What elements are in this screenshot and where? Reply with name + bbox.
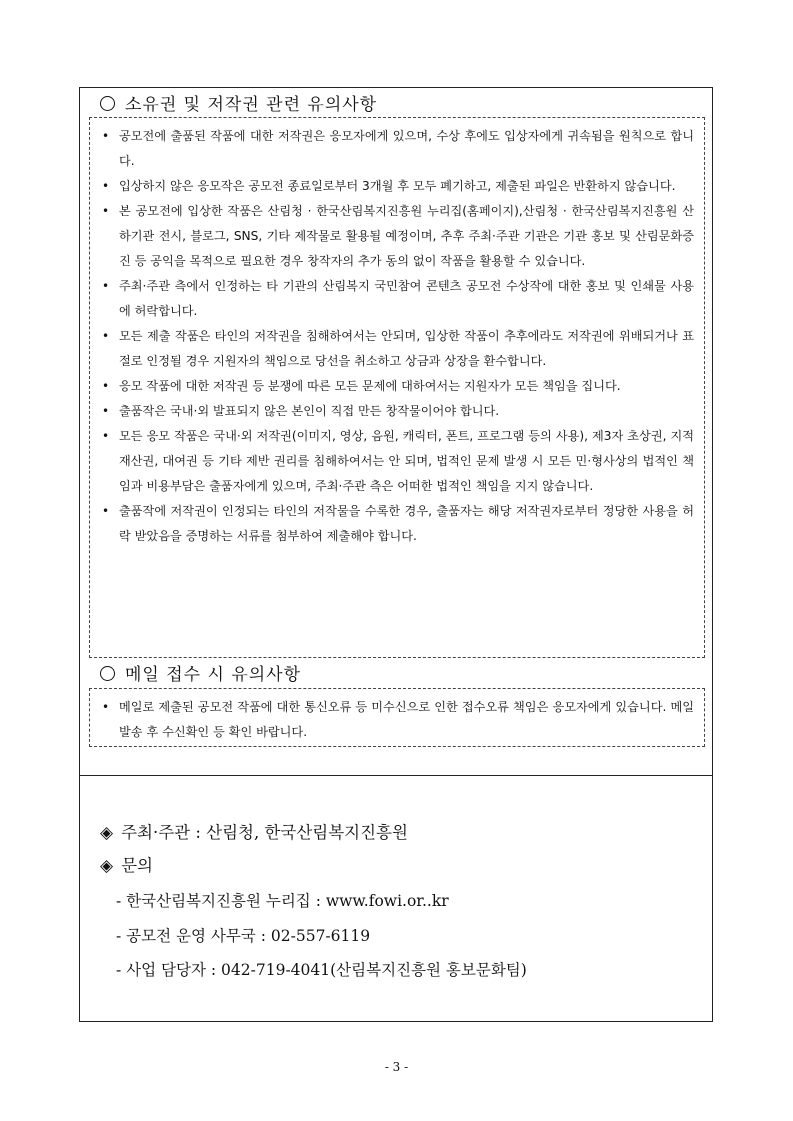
mail-notice-list bbox=[98, 695, 694, 745]
copyright-notice-box bbox=[89, 117, 705, 658]
list-item: • 본 공모전에 입상한 작품은 산림청 · 한국산림복지진흥원 누리집(홈페이지),산림청 · 한국산림복지진흥원 산하기관 전시, 블로그, SNS, 기타 제작물로 활용될 예정이며, 추후 주최·주관 기관은 기관 홍보 및 산림문화증진 등 공익을 목적으로 필요한 경우 창작자의 추가 동의 없이 작품을 활용할 수 있습니다. bbox=[98, 199, 694, 274]
inquiry-text: 문의 bbox=[121, 856, 153, 875]
page-number: - 3 - bbox=[384, 1060, 409, 1074]
content-frame bbox=[79, 87, 713, 1022]
contact-website: - 한국산림복지진흥원 누리집 : www.fowi.or..kr bbox=[116, 892, 449, 910]
circle-bullet-icon bbox=[100, 666, 115, 681]
list-item: • 출품작에 저작권이 인정되는 타인의 저작물을 수록한 경우, 출품자는 해당 저작권자로부터 정당한 사용을 허락 받았음을 증명하는 서류를 첨부하여 제출해야 합니다. bbox=[98, 499, 694, 549]
copyright-notice-list bbox=[98, 124, 694, 549]
section-heading-mail bbox=[100, 660, 301, 685]
inquiry-line bbox=[100, 852, 153, 876]
list-item: • 모든 응모 작품은 국내·외 저작권(이미지, 영상, 음원, 캐릭터, 폰트, 프로그램 등의 사용), 제3자 초상권, 지적재산권, 대여권 등 기타 제반 권리를 침해하여서는 안 되며, 법적인 문제 발생 시 모든 민·형사상의 법적인 책임과 비용부담은 출품자에게 있으며, 주최·주관 측은 어떠한 법적인 책임을 지지 않습니다. bbox=[98, 424, 694, 499]
list-item: • 공모전에 출품된 작품에 대한 저작권은 응모자에게 있으며, 수상 후에도 입상자에게 귀속됨을 원칙으로 합니다. bbox=[98, 124, 694, 174]
list-item: • 입상하지 않은 응모작은 공모전 종료일로부터 3개월 후 모두 폐기하고, 제출된 파일은 반환하지 않습니다. bbox=[98, 174, 694, 199]
section-heading-text: 소유권 및 저작권 관련 유의사항 bbox=[125, 95, 378, 115]
circle-bullet-icon bbox=[100, 96, 115, 111]
organizer-text: 주최·주관 : 산림청, 한국산림복지진흥원 bbox=[121, 823, 408, 842]
organizer-line bbox=[100, 819, 408, 843]
list-item: • 메일로 제출된 공모전 작품에 대한 통신오류 등 미수신으로 인한 접수오류 책임은 응모자에게 있습니다. 메일 발송 후 수신확인 등 확인 바랍니다. bbox=[98, 695, 694, 745]
divider bbox=[80, 775, 712, 776]
contact-office-phone: - 공모전 운영 사무국 : 02-557-6119 bbox=[116, 927, 371, 945]
diamond-bullet-icon: ◈ bbox=[100, 823, 114, 843]
section-heading-copyright bbox=[100, 90, 377, 115]
list-item: • 출품작은 국내·외 발표되지 않은 본인이 직접 만든 창작물이어야 합니다. bbox=[98, 399, 694, 424]
list-item: • 주최·주관 측에서 인정하는 타 기관의 산림복지 국민참여 콘텐츠 공모전 수상작에 대한 홍보 및 인쇄물 사용에 허락합니다. bbox=[98, 274, 694, 324]
contact-manager-phone: - 사업 담당자 : 042-719-4041(산림복지진흥원 홍보문화팀) bbox=[116, 961, 527, 979]
section-heading-text: 메일 접수 시 유의사항 bbox=[125, 665, 302, 685]
diamond-bullet-icon: ◈ bbox=[100, 856, 114, 876]
list-item: • 응모 작품에 대한 저작권 등 분쟁에 따른 모든 문제에 대하여서는 지원자가 모든 책임을 집니다. bbox=[98, 374, 694, 399]
list-item: • 모든 제출 작품은 타인의 저작권을 침해하여서는 안되며, 입상한 작품이 추후에라도 저작권에 위배되거나 표절로 인정될 경우 지원자의 책임으로 당선을 취소하고 상금과 상장을 환수합니다. bbox=[98, 324, 694, 374]
mail-notice-box bbox=[89, 688, 705, 747]
